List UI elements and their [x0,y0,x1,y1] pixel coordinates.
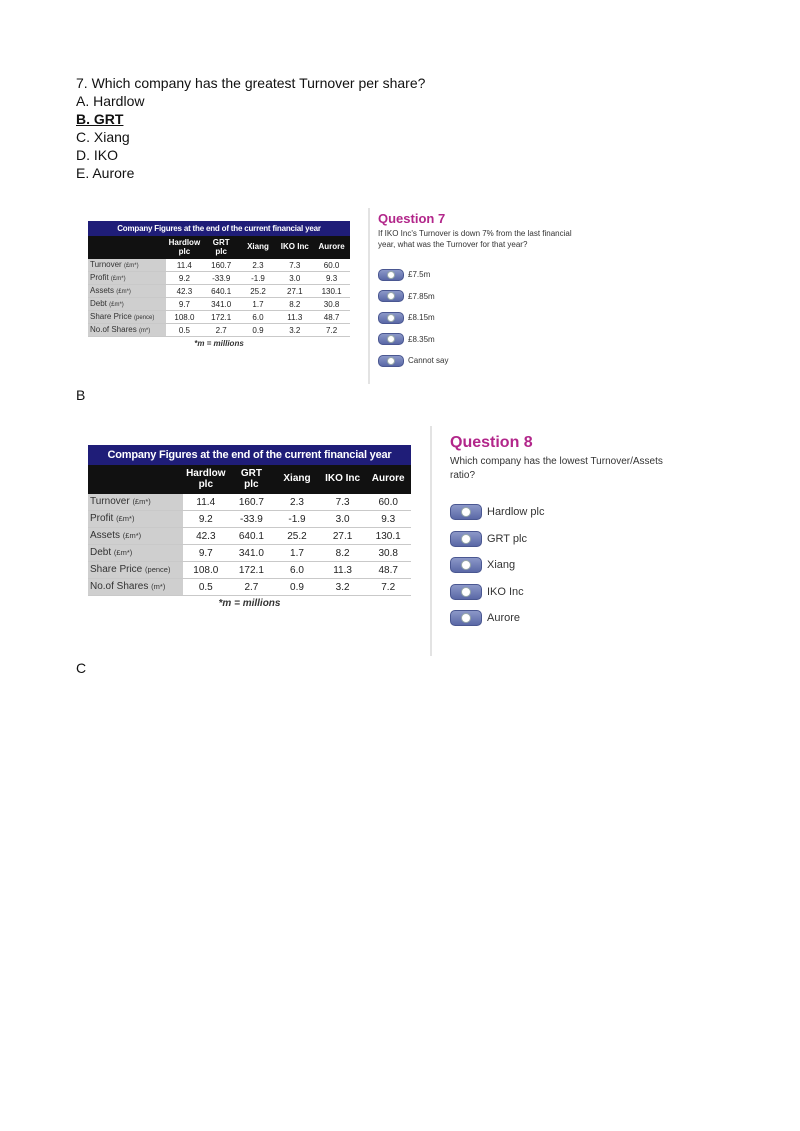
column-header-sub: plc [215,246,227,256]
company-figures-table-large [88,445,411,609]
q7-option-label: £8.15m [408,313,435,323]
radio-dot-icon [461,560,471,570]
table-row [88,545,411,562]
table-cell: 6.0 [252,312,264,322]
column-header [229,469,275,490]
table-cell: 160.7 [238,496,264,508]
row-label [88,259,166,271]
table-cell: 640.1 [238,530,264,542]
table-header [88,236,350,259]
q7-option-label: Cannot say [408,356,449,366]
q7-option[interactable] [378,264,583,286]
section-letter-b: B [76,387,86,403]
table-cell: 48.7 [323,312,340,322]
row-label-name: No.of Shares [90,581,149,592]
table-cell: 60.0 [323,260,340,270]
table-cell: 3.0 [335,513,350,525]
q8-option-label: Aurore [487,612,521,625]
table-cell: 130.1 [375,530,401,542]
table-cell: 341.0 [238,547,264,559]
table-row [88,259,350,272]
column-header-sub: plc [178,246,191,256]
row-label [88,545,183,561]
row-label-name: Assets [90,530,121,541]
table-cell: 7.3 [335,496,350,508]
question-8-text: Which company has the lowest Turnover/Assets ratio? [450,456,663,481]
table-cell: 0.5 [178,325,190,335]
row-label-unit: (pence) [134,315,155,321]
table-cell: 42.3 [196,530,216,542]
radio-button-icon[interactable] [378,290,404,302]
table-header [88,465,411,494]
table-cell: 172.1 [238,564,264,576]
table-cell: 3.0 [289,273,301,283]
row-label-unit: (£m*) [116,289,131,295]
column-header-name: Hardlow [186,468,226,479]
radio-button-icon[interactable] [450,557,482,573]
question-8-title: Question 8 [450,434,533,451]
radio-button-icon[interactable] [450,584,482,600]
table-cell: 2.7 [215,325,227,335]
table-cell: 1.7 [290,547,304,559]
table-cell: 1.7 [252,299,264,309]
column-header [166,239,203,256]
question-7-title: Question 7 [378,211,446,226]
q8-option[interactable] [450,499,690,526]
table-title: Company Figures at the end of the current financial year [88,221,350,236]
table-cell: 3.2 [289,325,301,335]
section-letter-c: C [76,660,87,676]
row-label-name: Turnover [90,496,130,507]
column-header-name: Aurore [371,473,405,485]
radio-dot-icon [387,314,395,322]
q7-option[interactable] [378,286,583,308]
table-cell: 130.1 [321,286,342,296]
row-label [88,285,166,297]
table-cell: 2.7 [244,581,259,593]
table-cell: 27.1 [332,530,353,542]
row-label-unit: (£m*) [113,548,133,557]
question-7-panel [368,208,583,384]
table-cell: 172.1 [211,312,232,322]
q8-option[interactable] [450,579,690,606]
table-cell: 42.3 [176,286,193,296]
column-header-name: IKO Inc [325,473,361,485]
table-cell: 7.2 [326,325,338,335]
radio-button-icon[interactable] [378,355,404,367]
table-cell: 108.0 [193,564,219,576]
radio-dot-icon [387,292,395,300]
row-label-name: Profit [90,273,109,282]
table-row [88,494,411,511]
column-header [203,239,240,256]
table-cell: 9.7 [178,299,190,309]
q8-option-label: IKO Inc [487,585,524,598]
row-label-unit: (£m*) [109,302,124,308]
q7-option-label: £7.5m [408,270,431,280]
column-header-name: Aurore [318,242,345,252]
table-row [88,511,411,528]
row-label [88,579,183,595]
q8-option-label: Hardlow plc [487,506,545,519]
table-cell: 640.1 [211,286,232,296]
answer-option-a: A. Hardlow [76,93,145,109]
answer-option-d: D. IKO [76,147,119,163]
row-label-unit: (£m*) [123,263,139,269]
table-cell: 108.0 [174,312,195,322]
q8-option[interactable] [450,552,690,579]
table-cell: 7.3 [289,260,301,270]
q8-option[interactable] [450,526,690,553]
table-cell: 30.8 [323,299,340,309]
company-figures-table [88,221,350,348]
row-label-name: Profit [90,513,114,524]
row-label [88,324,166,336]
table-row [88,562,411,579]
radio-button-icon[interactable] [450,610,482,626]
column-header-name: GRT [240,468,262,479]
row-label-name: Turnover [90,260,122,269]
row-label-name: Share Price [90,312,132,321]
answer-option-e: E. Aurore [76,165,135,181]
table-cell: 9.2 [198,513,213,525]
column-header [274,474,320,485]
column-header-name: Xiang [283,473,311,485]
radio-button-icon[interactable] [450,504,482,520]
column-header [183,469,229,490]
table-title: Company Figures at the end of the current financial year [88,445,411,465]
table-cell: -1.9 [288,513,306,525]
table-cell: 341.0 [211,299,232,309]
table-cell: 0.9 [290,581,304,593]
table-cell: 0.5 [198,581,213,593]
table-cell: 60.0 [378,496,398,508]
table-row [88,528,411,545]
q7-option[interactable] [378,329,583,351]
table-cell: 8.2 [289,299,301,309]
table-cell: -1.9 [251,273,265,283]
column-header [365,474,411,485]
table-cell: 11.4 [176,260,192,270]
table-cell: 11.3 [287,312,303,322]
table-cell: 0.9 [252,325,264,335]
column-header-sub: plc [244,478,259,490]
answer-option-b-correct: B. GRT [76,111,124,127]
row-label-unit: (m*) [151,582,166,591]
table-cell: 25.2 [287,530,307,542]
table-cell: 2.3 [252,260,264,270]
table-footnote: *m = millions [218,598,281,609]
table-cell: 9.7 [198,547,213,559]
table-row [88,311,350,324]
column-header-name: GRT [212,238,230,248]
row-label [88,562,183,578]
q7-option[interactable] [378,307,583,329]
radio-button-icon[interactable] [378,333,404,345]
table-cell: -33.9 [239,513,263,525]
row-label [88,272,166,284]
radio-dot-icon [387,357,395,365]
table-cell: 27.1 [287,286,303,296]
table-cell: 2.3 [290,496,304,508]
row-label [88,528,183,544]
radio-dot-icon [461,507,471,517]
row-label-name: Debt [90,547,112,558]
column-header [276,243,313,251]
row-label-name: No.of Shares [90,325,137,334]
table-footnote: *m = millions [194,339,244,348]
table-row [88,298,350,311]
question-8-panel [430,426,690,656]
table-cell: 160.7 [211,260,232,270]
table-cell: 6.0 [290,564,304,576]
radio-button-icon[interactable] [450,531,482,547]
radio-dot-icon [387,271,395,279]
table-row [88,579,411,596]
question-block [76,74,425,182]
row-label [88,494,183,510]
table-cell: -33.9 [212,273,231,283]
table-cell: 9.3 [381,513,396,525]
column-header-name: IKO Inc [280,242,309,252]
screenshot-question-8 [84,425,430,625]
row-label-name: Share Price [90,564,143,575]
row-label [88,298,166,310]
q7-option[interactable] [378,350,583,372]
table-cell: 48.7 [378,564,398,576]
table-row [88,324,350,337]
row-label [88,511,183,527]
row-label [88,311,166,323]
table-cell: 9.2 [178,273,190,283]
radio-button-icon[interactable] [378,269,404,281]
column-header-name: Xiang [247,242,269,252]
radio-dot-icon [461,587,471,597]
column-header [313,243,350,251]
row-label-name: Assets [90,286,115,295]
table-cell: 11.4 [196,496,216,508]
radio-button-icon[interactable] [378,312,404,324]
radio-dot-icon [461,534,471,544]
column-header [320,474,366,485]
row-label-unit: (£m*) [110,276,126,282]
question-text: 7. Which company has the greatest Turnover per share? [76,75,426,91]
table-cell: 3.2 [335,581,350,593]
column-header [240,243,277,251]
radio-dot-icon [461,613,471,623]
table-row [88,285,350,298]
q7-option-label: £7.85m [408,291,435,301]
q8-option-label: Xiang [487,559,516,572]
radio-dot-icon [387,335,395,343]
table-cell: 25.2 [250,286,266,296]
row-label-unit: (£m*) [132,497,151,506]
column-header-name: Hardlow [168,238,201,248]
answer-option-c: C. Xiang [76,129,130,145]
table-cell: 30.8 [378,547,398,559]
question-7-options [378,264,583,372]
table-row [88,272,350,285]
table-cell: 11.3 [333,564,352,576]
row-label-unit: (£m*) [116,514,135,523]
row-label-unit: (m*) [138,328,151,334]
screenshot-question-7 [80,206,370,381]
table-cell: 7.2 [381,581,396,593]
row-label-unit: (£m*) [122,531,142,540]
q8-option[interactable] [450,605,690,632]
question-8-options [450,499,690,632]
q8-option-label: GRT plc [487,532,527,545]
table-cell: 9.3 [326,273,338,283]
q7-option-label: £8.35m [408,334,435,344]
column-header-sub: plc [198,478,214,490]
row-label-unit: (pence) [145,565,171,574]
question-7-text: If IKO Inc's Turnover is down 7% from the last financial year, what was the Turnover for that year? [378,229,572,249]
table-cell: 8.2 [335,547,350,559]
row-label-name: Debt [90,299,107,308]
